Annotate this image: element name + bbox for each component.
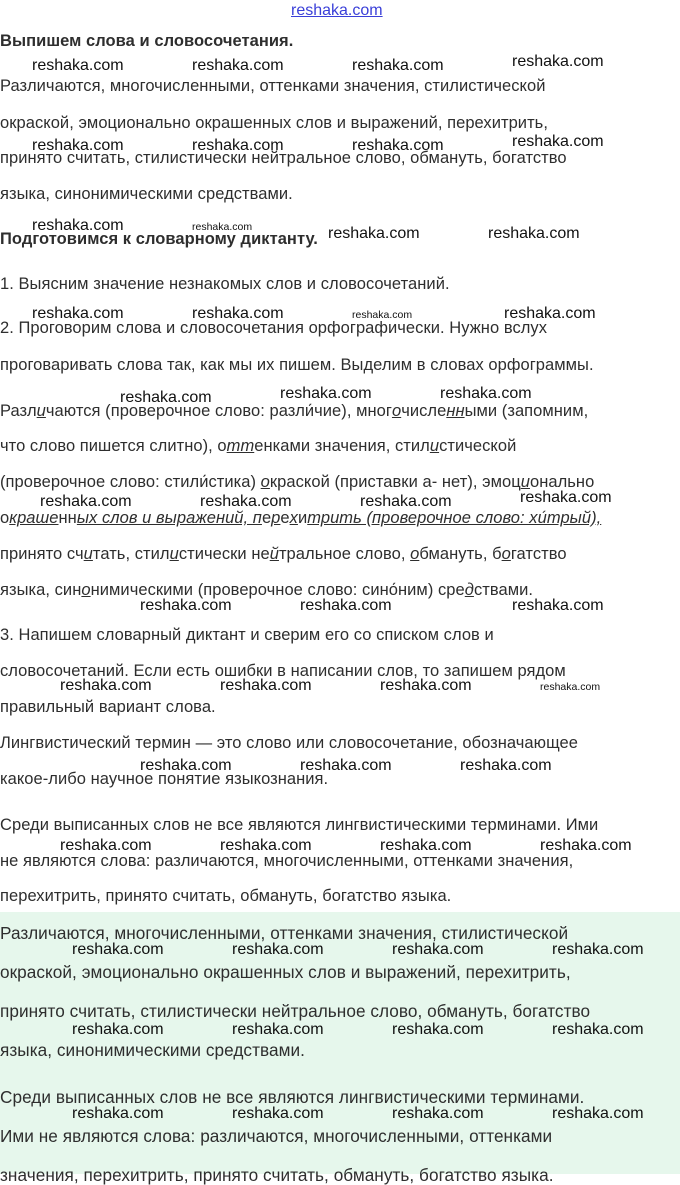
orthogram-text: бмануть, б: [419, 545, 502, 563]
watermark: reshaka.com: [72, 1021, 164, 1038]
watermark: reshaka.com: [488, 225, 580, 242]
non-terms-line: Среди выписанных слов не все являются лингвистическими терминами. Ими: [0, 816, 599, 834]
paragraph-line: языка, синонимическими средствами.: [0, 185, 293, 203]
orthogram-letter: р: [271, 509, 281, 527]
orthogram-text: е: [280, 509, 290, 527]
orthogram-text: ыми (запомним,: [464, 402, 589, 420]
watermark: reshaka.com: [460, 757, 552, 774]
step-1: 1. Выясним значение незнакомых слов и словосочетаний.: [0, 275, 450, 293]
orthogram-text: нн: [58, 509, 77, 527]
watermark: reshaka.com: [504, 305, 596, 322]
watermark: reshaka.com: [200, 493, 292, 510]
watermark: reshaka.com: [540, 837, 632, 854]
watermark: reshaka.com: [32, 305, 124, 322]
orthogram-text: гатство: [510, 545, 567, 563]
orthogram-text: нимическими (проверочное слово: сино́ним) сре: [90, 581, 465, 599]
orthogram-letter: трить (проверочное слово: хи́трый),: [307, 509, 602, 527]
orthogram-text: (проверочное слово: стили́стика): [0, 473, 261, 491]
orthogram-letter: о: [501, 545, 511, 563]
orthogram-text: Разл: [0, 402, 37, 420]
step-2-line: проговаривать слова так, как мы их пишем. Выделим в словах орфограммы.: [0, 356, 594, 374]
watermark: reshaka.com: [380, 837, 472, 854]
paragraph-line: Различаются, многочисленными, оттенками значения, стилистической: [0, 77, 546, 95]
orthogram-letter: и: [429, 437, 440, 455]
orthogram-letter: й: [269, 545, 279, 563]
orthogram-line: [0, 401, 680, 421]
orthogram-line: [0, 436, 680, 456]
orthogram-letter: д: [464, 581, 474, 599]
watermark: reshaka.com: [300, 597, 392, 614]
watermark: reshaka.com: [60, 837, 152, 854]
watermark: reshaka.com: [380, 677, 472, 694]
orthogram-letter: тт: [226, 437, 255, 455]
watermark: reshaka.com: [232, 941, 324, 958]
step-2-line: 2. Проговорим слова и словосочетания орфографически. Нужно вслух: [0, 319, 548, 337]
orthogram-text: краской (приставки а- нет), эмоц: [269, 473, 521, 491]
watermark: reshaka.com: [392, 941, 484, 958]
non-terms-line: не являются слова: различаются, многочисленными, оттенками значения,: [0, 852, 574, 870]
watermark: reshaka.com: [192, 305, 284, 322]
watermark: reshaka.com: [280, 385, 372, 402]
orthogram-letter: краше: [9, 509, 59, 527]
watermark: reshaka.com: [192, 137, 284, 154]
orthogram-letter: о: [410, 545, 420, 563]
orthogram-letter: о: [391, 402, 402, 420]
heading-dictation: Подготовимся к словарному диктанту.: [0, 230, 318, 248]
watermark: reshaka.com: [220, 837, 312, 854]
watermark: reshaka.com: [32, 217, 124, 234]
orthogram-text: стически не: [178, 545, 270, 563]
site-watermark-link[interactable]: reshaka.com: [291, 2, 383, 19]
orthogram-letter: о: [260, 473, 270, 491]
watermark: reshaka.com: [552, 1021, 644, 1038]
orthogram-text: принято сч: [0, 545, 84, 563]
orthogram-letter: и: [520, 473, 530, 491]
watermark: reshaka.com: [192, 221, 253, 233]
watermark: reshaka.com: [512, 597, 604, 614]
answer-line: значения, перехитрить, принято считать, обмануть, богатство языка.: [0, 1165, 554, 1185]
watermark: reshaka.com: [392, 1021, 484, 1038]
step-3-line: словосочетаний. Если есть ошибки в написании слов, то запишем рядом: [0, 662, 566, 680]
orthogram-letter: и: [36, 402, 46, 420]
watermark: reshaka.com: [60, 677, 152, 694]
term-definition-line: какое-либо научное понятие языкознания.: [0, 770, 329, 788]
watermark: reshaka.com: [220, 677, 312, 694]
watermark: reshaka.com: [328, 225, 420, 242]
paragraph-line: окраской, эмоционально окрашенных слов и выражений, перехитрить,: [0, 114, 548, 132]
orthogram-text: ствами.: [473, 581, 533, 599]
orthogram-text: стической: [439, 437, 517, 455]
orthogram-letter: х: [289, 509, 298, 527]
answer-line: принято считать, стилистически нейтральное слово, обмануть, богатство: [0, 1001, 591, 1021]
watermark: reshaka.com: [520, 489, 612, 506]
orthogram-letter: о: [81, 581, 91, 599]
watermark: reshaka.com: [360, 493, 452, 510]
non-terms-line: перехитрить, принято считать, обмануть, богатство языка.: [0, 887, 452, 905]
orthogram-text: о: [0, 509, 10, 527]
watermark: reshaka.com: [352, 57, 444, 74]
heading-write-words: Выпишем слова и словосочетания.: [0, 32, 294, 50]
watermark: reshaka.com: [440, 385, 532, 402]
orthogram-letter: и: [169, 545, 179, 563]
watermark: reshaka.com: [352, 309, 413, 321]
orthogram-line: [0, 508, 680, 528]
watermark: reshaka.com: [72, 1105, 164, 1122]
answer-line: языка, синонимическими средствами.: [0, 1040, 305, 1060]
orthogram-text: что слово пишется слитно), о: [0, 437, 227, 455]
step-3-line: правильный вариант слова.: [0, 698, 216, 716]
orthogram-text: онально: [529, 473, 595, 491]
orthogram-text: числе: [401, 402, 447, 420]
term-definition-line: Лингвистический термин — это слово или словосочетание, обозначающее: [0, 734, 578, 752]
watermark: reshaka.com: [552, 941, 644, 958]
orthogram-letter: и: [83, 545, 93, 563]
watermark: reshaka.com: [392, 1105, 484, 1122]
watermark: reshaka.com: [32, 57, 124, 74]
watermark: reshaka.com: [352, 137, 444, 154]
orthogram-letter: нн: [446, 402, 465, 420]
orthogram-text: тать, стил: [92, 545, 170, 563]
step-3-line: 3. Напишем словарный диктант и сверим его со списком слов и: [0, 626, 494, 644]
watermark: reshaka.com: [72, 941, 164, 958]
orthogram-letter: ых слов и выражений, п: [76, 509, 262, 527]
answer-line: Различаются, многочисленными, оттенками значения, стилистической: [0, 923, 569, 943]
watermark: reshaka.com: [140, 597, 232, 614]
orthogram-text: е: [261, 509, 272, 527]
orthogram-text: енками значения, стил: [254, 437, 430, 455]
watermark: reshaka.com: [232, 1021, 324, 1038]
watermark: reshaka.com: [512, 133, 604, 150]
watermark: reshaka.com: [300, 757, 392, 774]
orthogram-text: чаются (проверочное слово: разли́чие), мног: [45, 402, 392, 420]
watermark: reshaka.com: [192, 57, 284, 74]
watermark: reshaka.com: [512, 53, 604, 70]
orthogram-text: языка, син: [0, 581, 82, 599]
orthogram-line: [0, 544, 680, 564]
answer-line: Ими не являются слова: различаются, многочисленными, оттенками: [0, 1126, 553, 1146]
answer-line: окраской, эмоционально окрашенных слов и выражений, перехитрить,: [0, 962, 571, 982]
watermark: reshaka.com: [32, 137, 124, 154]
paragraph-line: принято считать, стилистически нейтральное слово, обмануть, богатство: [0, 149, 567, 167]
answer-line: Среди выписанных слов не все являются лингвистическими терминами.: [0, 1087, 585, 1107]
orthogram-text: тральное слово,: [278, 545, 411, 563]
watermark: reshaka.com: [552, 1105, 644, 1122]
watermark: reshaka.com: [120, 389, 212, 406]
orthogram-text: и: [297, 509, 308, 527]
watermark: reshaka.com: [140, 757, 232, 774]
watermark: reshaka.com: [540, 681, 601, 693]
watermark: reshaka.com: [40, 493, 132, 510]
watermark: reshaka.com: [232, 1105, 324, 1122]
